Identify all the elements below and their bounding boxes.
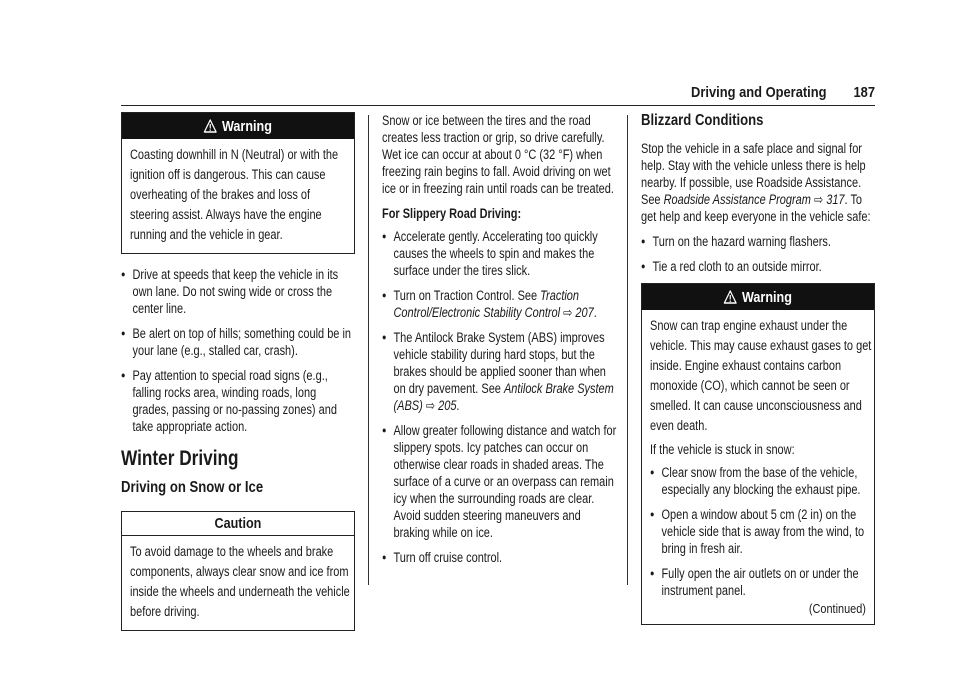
blizzard-intro — [641, 140, 876, 225]
column-3 — [641, 112, 875, 637]
warning-header — [122, 113, 354, 139]
blizzard-heading: Blizzard Conditions — [641, 112, 764, 129]
warning-text: Snow can trap engine exhaust under the vehicle. This may cause exhaust gases to get inside. Engine exhaust contains carbon monoxide (CO), which cannot be seen or smelled. It can cause unconsciousness and even death. — [650, 318, 872, 433]
list-item: ● Allow greater following distance and watch for slippery spots. Icy patches can occur on otherwise clear roads in shaded areas. The surface of a curve or an overpass can remain icy when the surrounding roads are clear. Avoid sudden steering maneuvers and braking while on ice. — [382, 422, 617, 541]
abs-link[interactable]: Antilock Brake System (ABS) — [393, 381, 614, 413]
warning-text: Coasting downhill in N (Neutral) or with the ignition off is dangerous. This can cause overheating of the brakes and loss of steering assist. Always have the engine running and the vehicle in gear. — [130, 147, 339, 242]
list-item: ● Turn on Traction Control. See Traction Control/Electronic Stability Control ⇨ 207. — [382, 287, 617, 321]
list-item: ● Turn on the hazard warning flashers. — [641, 233, 876, 250]
warning-box-exhaust — [641, 283, 875, 625]
caution-box — [121, 511, 355, 631]
winter-driving-heading: Winter Driving — [121, 447, 239, 470]
warning-header — [642, 284, 874, 310]
column-1 — [121, 112, 355, 643]
bullet-list — [650, 464, 871, 599]
list-item: ● Pay attention to special road signs (e.g., falling rocks area, winding roads, long grades, passing or no-passing zones) and take appropriate action. — [121, 367, 356, 435]
continued-label — [650, 601, 874, 616]
list-item: ● Drive at speeds that keep the vehicle in its own lane. Do not swing wide or cross the center line. — [121, 266, 356, 317]
page-ref-arrow-icon: ⇨ — [563, 305, 573, 320]
warning-label: Warning — [742, 288, 793, 306]
page-ref-arrow-icon: ⇨ — [813, 192, 824, 207]
column-3-content — [641, 140, 876, 275]
continued-text: (Continued) — [808, 601, 866, 616]
warning-triangle-icon — [204, 119, 217, 133]
snow-ice-intro: Snow or ice between the tires and the road creates less traction or grip, so drive carefully. Wet ice can occur at about 0 °C (32 °F) when freezing rain begins to fall. Avoid driving on wet ice or in freezing rain until roads can be treated. — [382, 113, 614, 196]
column-2 — [382, 112, 616, 574]
page-ref[interactable]: 205 — [438, 398, 457, 413]
bullet-list — [382, 228, 617, 566]
intro-text: Stop the vehicle in a safe place and signal for help. Stay with the vehicle unless there is help nearby. If possible, use Roadside Assistance. See — [641, 141, 866, 207]
column-divider-2 — [627, 115, 628, 585]
caution-label: Caution — [214, 515, 262, 532]
traction-control-link[interactable]: Traction Control/Electronic Stability Control — [393, 288, 580, 320]
bullet-list — [641, 233, 876, 275]
driving-bullets — [121, 266, 356, 435]
slippery-road-subheading: For Slippery Road Driving: — [382, 206, 522, 221]
list-item: ● Accelerate gently. Accelerating too quickly causes the wheels to spin and makes the surface under the tires slick. — [382, 228, 617, 279]
warning-content — [650, 316, 871, 599]
warning-lead: If the vehicle is stuck in snow: — [650, 442, 795, 457]
list-item: ● Be alert on top of hills; something could be in your lane (e.g., stalled car, crash). — [121, 325, 356, 359]
bullet-list — [121, 266, 356, 435]
page-ref[interactable]: 317 — [826, 192, 845, 207]
page-header — [121, 84, 875, 106]
list-item: ● Open a window about 5 cm (2 in) on the vehicle side that is away from the wind, to bring in fresh air. — [650, 506, 871, 557]
list-item-text: Turn on Traction Control. See — [393, 288, 541, 303]
page-number: 187 — [853, 84, 875, 101]
list-item-text: The Antilock Brake System (ABS) improves vehicle stability during hard stops, but the brakes should be applied sooner than when on dry pavement. See — [393, 330, 606, 396]
column-2-content — [382, 112, 617, 566]
warning-triangle-icon — [724, 290, 737, 304]
roadside-assistance-link[interactable]: Roadside Assistance Program — [663, 192, 811, 207]
list-item: ● Clear snow from the base of the vehicle, especially any blocking the exhaust pipe. — [650, 464, 871, 498]
section-title: Driving and Operating — [691, 84, 827, 101]
header-rule — [121, 105, 875, 106]
intro-text: . To get help and keep everyone in the vehicle safe: — [641, 192, 871, 224]
warning-body — [642, 310, 874, 624]
warning-body — [122, 139, 354, 253]
caution-body — [122, 536, 354, 630]
snow-ice-subheading: Driving on Snow or Ice — [121, 479, 264, 496]
column-divider-1 — [368, 115, 369, 585]
warning-label: Warning — [222, 117, 273, 135]
page-ref-arrow-icon: ⇨ — [425, 398, 436, 413]
list-item: ● Fully open the air outlets on or under the instrument panel. — [650, 565, 871, 599]
list-item: ● Turn off cruise control. — [382, 549, 617, 566]
list-item: ● Tie a red cloth to an outside mirror. — [641, 258, 876, 275]
page-ref[interactable]: 207 — [575, 305, 594, 320]
warning-box-coasting — [121, 112, 355, 254]
list-item: ● The Antilock Brake System (ABS) improves vehicle stability during hard stops, but the brakes should be applied sooner than when on dry pavement. See Antilock Brake System (ABS) ⇨ 205. — [382, 329, 617, 414]
caution-header — [122, 512, 354, 536]
caution-text: To avoid damage to the wheels and brake components, always clear snow and ice from inside the wheels and underneath the vehicle before driving. — [130, 544, 350, 619]
